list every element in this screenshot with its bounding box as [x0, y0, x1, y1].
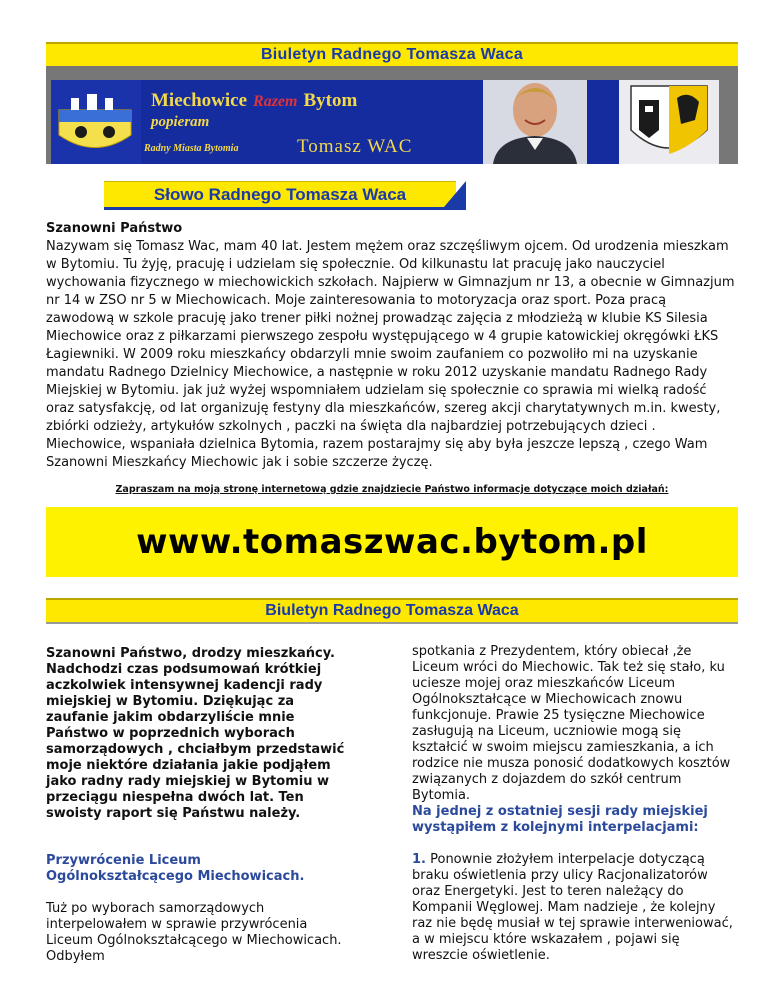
miechowice-emblem-icon	[51, 80, 141, 164]
banner	[46, 66, 738, 164]
lyceum-subheading: Przywrócenie Liceum Ogólnokształcącego Miechowicach.	[46, 853, 305, 884]
intro-closing: Miechowice, wspaniała dzielnica Bytomia, razem postarajmy się aby była jeszcze lepszą , czego Wam Szanowni Mieszkańcy Miechowic jak i sobie szczerze życzę.	[46, 437, 708, 470]
president-meeting-text: spotkania z Prezydentem, który obiecał ,że Liceum wróci do Miechowic. Tak też się stało, ku uciesze mojej oraz mieszkańców Liceum Ogólnokształcące w Miechowicach znowu funkcjonuje. Prawie 25 tysięczne Miechowice zasługują na Liceum, uczniowie mogą się kształcić w swoim miejscu zamieszkania, a ich rodzice nie musza ponosić dodatkowych kosztów związanych z dojazdem do szkół centrum Bytomia.	[412, 644, 731, 803]
lyceum-body: Tuż po wyborach samorządowych interpelowałem w sprawie przywrócenia Liceum Ogólnokształcącego w Miechowicach. Odbyłem	[46, 901, 342, 964]
banner-popieram: popieram	[151, 114, 210, 130]
bulletin-section-title: Biuletyn Radnego Tomasza Waca	[265, 602, 519, 619]
interpellation-number: 1.	[412, 852, 426, 867]
section-heading-title: Słowo Radnego Tomasza Waca	[153, 185, 407, 204]
banner-panel	[51, 80, 719, 164]
bulletin-section-bar	[46, 598, 738, 624]
website-invitation: Zapraszam na moją stronę internetową gdzie znajdziecie Państwo informacje dotyczące moich działań:	[115, 484, 669, 495]
bytom-crest-icon	[619, 80, 719, 164]
intro-greeting: Szanowni Państwo	[46, 221, 183, 236]
banner-title: Miechowice Razem Bytom	[151, 90, 358, 111]
bulletin-header-bar	[46, 42, 738, 68]
intro-text	[46, 220, 738, 472]
bulletin-intro: Szanowni Państwo, drodzy mieszkańcy. Nadchodzi czas podsumowań krótkiej aczkolwiek intensywnej kadencji rady miejskiej w Bytomiu. Dziękując za zaufanie jakim obdarzyliście mnie Państwo w poprzednich wyborach samorządowych , chciałbym przedstawić moje niektóre działania jakie podjąłem jako radny rady miejskiej w Bytomiu w przeciągu niespełna dwóch lat. Ten swoisty raport się Państwu należy.	[46, 646, 345, 821]
heading-corner-icon	[444, 181, 466, 207]
bulletin-header-title: Biuletyn Radnego Tomasza Waca	[260, 46, 524, 63]
section-heading-underline	[104, 207, 466, 210]
interpellation-item-1	[412, 852, 738, 964]
interpellation-text: Ponownie złożyłem interpelacje dotyczącą braku oświetlenia przy ulicy Racjonalizatorów oraz Energetyki. Jest to teren należący do Kompanii Węglowej. Mam nadzieje , że kolejny raz nie będę musiał w tej sprawie interweniować, a w miejscu które wskazałem , pojawi się wreszcie oświetlenie.	[412, 852, 733, 963]
councillor-photo	[483, 80, 587, 164]
interpellations-subheading: Na jednej z ostatniej sesji rady miejskiej wystąpiłem z kolejnymi interpelacjami:	[412, 804, 708, 835]
banner-name: Tomasz WAC	[297, 136, 413, 157]
section-heading-bar	[104, 181, 456, 208]
banner-radny: Radny Miasta Bytomia	[144, 143, 239, 154]
website-url-link[interactable]: www.tomaszwac.bytom.pl	[136, 522, 648, 562]
section-heading	[104, 181, 466, 209]
intro-body: Nazywam się Tomasz Wac, mam 40 lat. Jestem mężem oraz szczęśliwym ojcem. Od urodzenia mieszkam w Bytomiu. Tu żyję, pracuję i udzielam się społecznie. Od kilkunastu lat pracuję jako nauczyciel wychowania fizycznego w miechowickich szkołach. Najpierw w Gimnazjum nr 13, a obecnie w Gimnazjum nr 14 w ZSO nr 5 w Miechowicach. Moje zainteresowania to motoryzacja oraz sport. Poza pracą zawodową w szkole pracuję jako trener piłki nożnej prowadząc zajęcia z młodzieżą w klubie KS Silesia Miechowice oraz z piłkarzami pierwszego zespołu występującego w 4 grupie katowickiej okręgówki ŁKS Łagiewniki. W 2009 roku mieszkańcy obdarzyli mnie swoim zaufaniem co pozwoliło mi na uzyskanie mandatu Radnego Dzielnicy Miechowice, a następnie w roku 2012 uzyskanie mandatu Radnego Rady Miejskiej w Bytomiu. jak już wyżej wspomniałem udzielam się społecznie co sprawia mi wielką radość oraz satysfakcję, od lat organizuję festyny dla mieszkańców, szereg akcji charytatywnych m.in. kwesty, zbiórki odzieży, artykułów szkolnych , paczki na święta dla najbardziej potrzebujących dzieci .	[46, 239, 735, 434]
website-banner	[46, 507, 738, 577]
